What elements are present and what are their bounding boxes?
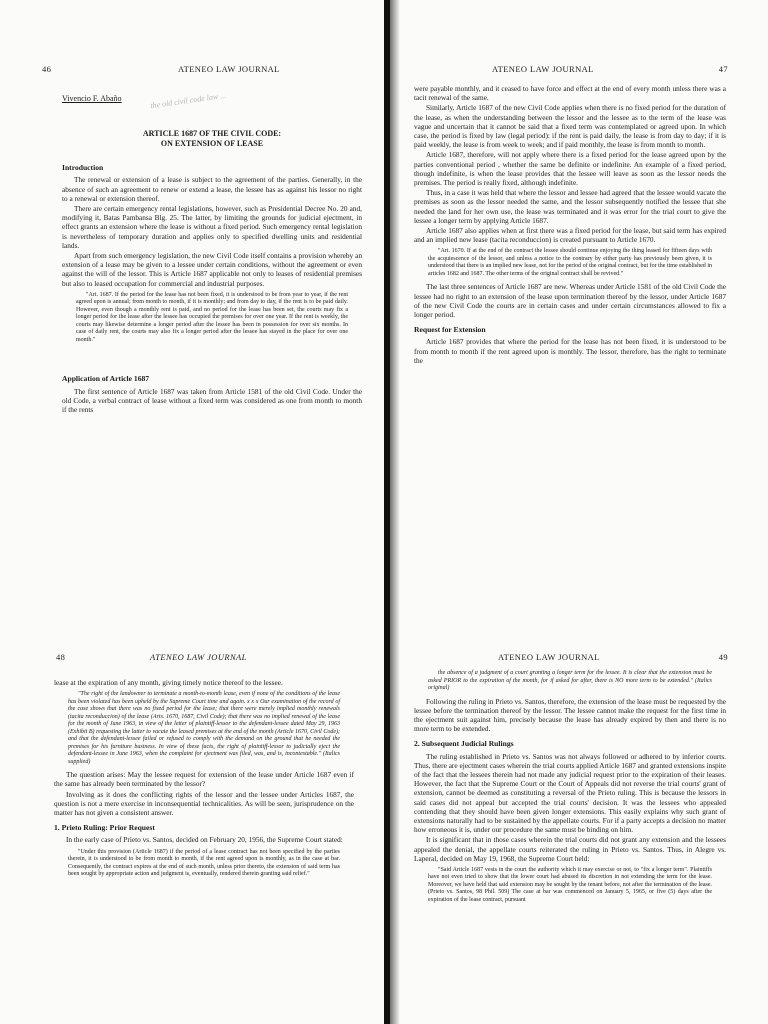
- quote-text: "Under this provision (Article 1687) if the period of a lease contract has not been specified by the parties therein, it is understood to be from month to month, if the rent agreed upon is monthly, as in the case at bar. Consequently, the contract expires at the end of such month, unless prior thereto, the extension of said term has been sought by appropriate action and judgment is, eventually, rendered therein granting said relief.": [68, 848, 340, 878]
- quote-text: the absence of a judgment of a court granting a longer term for the lessee. It is clear that the extension must be asked PRIOR to the expiration of the month, for if asked for after, there is NO more term to be extended." (Italics original): [428, 670, 712, 691]
- block-quote: [68, 849, 340, 879]
- section-heading: Application of Article 1687: [62, 374, 150, 384]
- paragraph: The question arises: May the lessee request for extension of the lease under Article 1687 even if the same has already been terminated by the lessor?: [54, 770, 354, 789]
- page-number: 48: [56, 652, 66, 662]
- article-title: [62, 129, 362, 149]
- paragraph: Article 1687 also applies when at first there was a fixed period for the lease, but said term has expired and an implied new lease (tacita reconduccion) is created pursuant to Article 1670.: [414, 226, 726, 245]
- quote-text: "Art. 1670. If at the end of the contract the lessee should continue enjoying the thing leased for fifteen days with the acquiescence of the lessor, and unless a notice to the contrary by either party has previously been given, it is understood that there is an implied new lease, not for the period of the original contract, but for the time established in articles 1682 and 1687. The other terms of the original contract shall be revived.": [428, 248, 712, 277]
- page-47-body: [414, 84, 726, 366]
- running-head: ATENEO LAW JOURNAL: [178, 64, 280, 74]
- paragraph: It is significant that in those cases wherein the trial courts did not grant any extension and the lessees appealed the denial, the appellate courts reiterated the ruling in Prieto vs. Santos. Thus, in Alegre vs. Laperal, decided on May 19, 1968, the Supreme Court held:: [414, 835, 726, 863]
- paragraph: There are certain emergency rental legislations, however, such as Presidential Decree No. 20 and, modifying it, Batas Pambansa Blg. 25. The latter, by limiting the grounds for judicial ejectment, in effect grants an extension where the lease is without a fixed period. Such emergency rental legislation is nevertheless of temporary duration and applies only to specified dwelling units and residential lands.: [62, 204, 362, 250]
- page-47: [384, 0, 768, 512]
- handwritten-marginalia: the old civil code law ...: [149, 90, 227, 111]
- subsection-heading: 1. Prieto Ruling: Prior Request: [54, 823, 155, 833]
- block-quote: [428, 867, 712, 905]
- page-48: [0, 512, 384, 1024]
- paragraph: Involving as it does the conflicting rights of the lessor and the lessee under Articles 1687, the question is not a mere exercise in inconsequential technicalities. As will be seen, jurisprudence on the matter has not given a consistent answer.: [54, 789, 354, 818]
- binding-gutter: [384, 512, 390, 1024]
- page-number: 46: [42, 64, 52, 74]
- page-49: [384, 512, 768, 1024]
- paragraph: Similarly, Article 1687 of the new Civil Code applies when there is no fixed period for the duration of the lease, as when the understanding between the lessor and the lessee as to the term of the lease was vague and uncertain that it cannot be said that a fixed term was contemplated or agreed upon. In which case, the period is fixed by law (legal period): if the rent is paid daily, the lease is from day to day; if it is paid weekly, the lease is from week to week; and if paid monthly, the lease is from month to month.: [414, 103, 726, 150]
- running-head: ATENEO LAW JOURNAL: [498, 652, 600, 662]
- paragraph: Article 1687 provides that where the period for the lease has not been fixed, it is understood to be from month to month if the rent agreed upon is monthly. The lessor, therefore, has the right to terminate the: [414, 337, 726, 365]
- running-head: ATENEO LAW JOURNAL: [150, 652, 247, 662]
- page-46-body: [62, 94, 362, 415]
- paragraph: lease at the expiration of any month, giving timely notice thereof to the lessee.: [54, 678, 283, 687]
- block-quote: [428, 248, 712, 278]
- quote-text: "The right of the landowner to terminate a month-to-month lease, even if none of the conditions of the lease has been violated has been upheld by the Supreme Court time and again. x x x Our examination of the record of the case shows that there was no fixed period for the lease; that there were merely implied monthly renewals (tacita reconduccion) of the lease (Arts. 1670, 1687, Civil Code); that there was no implied renewal of the lease for the month of June 1963, in view of the letter of plaintiff-lessor to the defendant-lessee dated May 29, 1963 (Exhibit B) requesting the latter to vacate the leased premises at the end of the month (Article 1670, Civil Code); and that the defendant-lessee failed or refused to comply with the demand on the ground that he needed the premises for his furniture business. In view of these facts, the right of plaintiff-lessor to judicially eject the defendant-lessee in June 1963, when the complaint for ejectment was filed, was, and is, incontestable." (Italics supplied): [68, 691, 340, 765]
- paragraph: In the early case of Prieto vs. Santos, decided on February 20, 1956, the Supreme Court stated:: [66, 835, 343, 845]
- quote-text: "Said Article 1687 vests in the court the authority which it may exercise or not, to "fix a longer term". Plaintiffs have not even tried to show that the lower court had abused its discretion in not extending the term for the lease. Moreover, we have held that said extension may be sought by the tenant before, not after the termination of the lease. (Prieto vs. Santos, 98 Phil. 509) The case at bar was commenced on January 5, 1965, or five (5) days after the expiration of the lease contract, pursuant: [428, 866, 712, 903]
- paragraph: The first sentence of Article 1687 was taken from Article 1581 of the old Civil Code. Under the old Code, a verbal contract of lease without a fixed term was considered as one from month to month if the rents: [62, 386, 362, 414]
- author-name: Vivencio F. Abaño: [62, 94, 122, 103]
- page-46: [0, 0, 384, 512]
- page-number: 49: [718, 652, 728, 662]
- page-number: 47: [718, 64, 728, 74]
- running-head: ATENEO LAW JOURNAL: [492, 64, 594, 74]
- title-line-1: ARTICLE 1687 OF THE CIVIL CODE:: [142, 129, 282, 139]
- binding-gutter: [384, 0, 390, 512]
- block-quote: [428, 670, 712, 693]
- paragraph: Thus, in a case it was held that where the lessor and lessee had agreed that the lessee would vacate the premises as soon as the lessor needed the same, and the lessor subsequently notified the lessee that she needed the land for her own use, the lease was terminated and it was error for the trial court to give the lessee a longer term by applying Article 1687.: [414, 188, 726, 225]
- section-heading: Request for Extension: [414, 325, 486, 335]
- title-line-2: ON EXTENSION OF LEASE: [160, 139, 264, 149]
- paragraph: Apart from such emergency legislation, the new Civil Code itself contains a provision whereby an extension of a lease may be given to a lessee under certain conditions, without the agreement or even against the will of the lessor. This is Article 1687 applicable not only to leases of residential premises but also to leased occupation for commercial and industrial purposes.: [62, 251, 362, 288]
- section-heading: Introduction: [62, 163, 104, 173]
- paragraph: Following the ruling in Prieto vs. Santos, therefore, the extension of the lease must be requested by the lessee before the termination thereof by the lessor. The lessee cannot make the request for the first time in the ejectment suit against him, precisely because the lease has already expired by then and there is no more term to be extended.: [414, 696, 726, 734]
- quote-text: "Art. 1687. If the period for the lease has not been fixed, it is understood to be from year to year, if the rent agreed upon is annual; from month to month, if it is monthly; and from day to day, if the rent is to be paid daily. However, even though a monthly rent is paid, and no period for the lease has been set, the courts may fix a longer period for the lease after the lessee has occupied the premises for over one year. If the rent is weekly, the courts may likewise determine a longer period after the lessee has been in possession for over six months. In case of daily rent, the courts may also fix a longer period after the lessee has stayed in the place for over one month.": [76, 291, 348, 343]
- paragraph: Article 1687, therefore, will not apply where there is a fixed period for the lease agreed upon by the parties conventional period , whether the same be definite or indefinite. An example of a fixed period, though indefinite, is when the lease provides that the lessee will leave as soon as the lessor needs the premises. The period is really fixed, although indefinite.: [414, 150, 726, 188]
- block-quote: [68, 691, 340, 766]
- paragraph: The renewal or extension of a lease is subject to the agreement of the parties. Generally, in the absence of such an agreement to renew or extend a lease, the lessee has as against his lessor no right to a renewal or extension thereof.: [62, 175, 362, 203]
- page-49-body: [414, 670, 726, 908]
- subsection-heading: 2. Subsequent Judicial Rulings: [414, 739, 514, 749]
- block-quote: [76, 292, 348, 345]
- page-48-body: [54, 678, 354, 883]
- paragraph: were payable monthly, and it ceased to have force and effect at the end of every month unless there was a tacit renewal of the same.: [414, 84, 726, 103]
- paragraph: The last three sentences of Article 1687 are new. Whereas under Article 1581 of the old Civil Code the lessee had no right to an extension of the lease upon termination thereof by the lessor, under Article 1687 of the new Civil Code the courts are in certain cases and under certain circumstances allowed to fix a longer period.: [414, 282, 726, 320]
- paragraph: The ruling established in Prieto vs. Santos was not always followed or adhered to by inferior courts. Thus, there are ejectment cases wherein the trial courts applied Article 1687 and granted extensions inspite of the fact that the lessees therein had not made any judicial request prior to the expiration of their leases. However, the fact that the Supreme Court or the Court of Appeals did not reverse the trial courts' grant of extension, cannot be deemed as constituting a reversal of the Prieto ruling. This is because the lessors in said cases did not appeal but accepted the trial courts' decision. It was the lessees who appealed contending that they should have been given longer extensions. This easily explains why such grant of extensions naturally had to be sustained by the appellate courts. For if a party accepts a decision no matter how erroneous it is, under our procedure the same must be binding on him.: [414, 751, 726, 835]
